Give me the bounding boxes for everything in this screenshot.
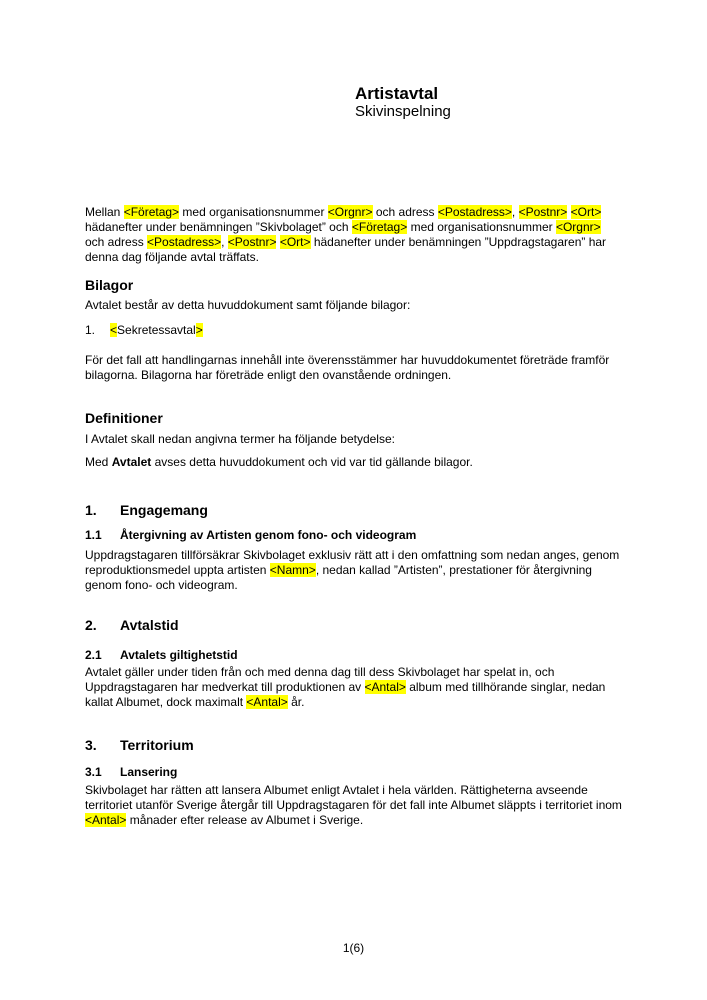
section-1-title: Engagemang <box>120 502 208 518</box>
section-1-1-subheading <box>85 528 622 543</box>
text-segment: Mellan <box>85 205 124 219</box>
intro-paragraph <box>85 205 622 265</box>
section-2-number: 2. <box>85 617 97 633</box>
section-3-1-subheading <box>85 765 622 780</box>
bilagor-heading <box>85 277 622 294</box>
placeholder-field: <Antal> <box>85 813 127 827</box>
text-segment: , <box>511 205 519 219</box>
section-3-1-title: Lansering <box>120 765 178 779</box>
text-segment: Avtalet <box>111 455 152 469</box>
placeholder-field: <Postnr> <box>227 235 277 249</box>
text-segment: Med <box>85 455 112 469</box>
section-2-title: Avtalstid <box>120 617 179 633</box>
text-segment: och adress <box>85 235 148 249</box>
text-segment: med organisationsnummer <box>179 205 328 219</box>
placeholder-field: <Ort> <box>279 235 311 249</box>
placeholder-field: <Antal> <box>364 680 406 694</box>
placeholder-field: <Företag> <box>123 205 180 219</box>
bilagor-heading-label: Bilagor <box>85 277 134 293</box>
section-2-1-number: 2.1 <box>85 648 102 662</box>
placeholder-field: <Postadress> <box>437 205 512 219</box>
section-1-number: 1. <box>85 502 97 518</box>
text-segment: Sekretessavtal <box>117 323 196 337</box>
text-segment: år. <box>287 695 305 709</box>
attachment-list-number: 1. <box>85 323 96 337</box>
page-number-footer: 1(6) <box>342 941 365 955</box>
placeholder-field: <Orgnr> <box>555 220 601 234</box>
text-segment: månader efter release av Albumet i Sverige. <box>126 813 364 827</box>
title-block <box>355 0 622 120</box>
section-2-heading <box>85 617 622 634</box>
section-1-body-paragraph <box>85 548 622 593</box>
placeholder-field: <Antal> <box>246 695 288 709</box>
avtalet-definition-paragraph <box>85 455 622 470</box>
text-segment: Avtalet gäller under tiden från och med denna dag till dess Skivbolaget har spelat in, och Uppdragstagaren har medverkat till produktionen av <box>85 665 555 694</box>
attachment-list-text <box>110 323 203 338</box>
placeholder-field: > <box>195 323 203 337</box>
section-3-title: Territorium <box>120 737 194 753</box>
definitioner-heading <box>85 410 622 427</box>
definitioner-heading-label: Definitioner <box>85 410 163 426</box>
section-2-1-subheading <box>85 648 622 663</box>
document-subtitle: Skivinspelning <box>355 103 451 120</box>
placeholder-field: <Företag> <box>351 220 408 234</box>
bilagor-precedence-paragraph: För det fall att handlingarnas innehåll inte överensstämmer har huvuddokumentet företräde framför bilagorna. Bilagorna har företräde enligt den ovanstående ordningen. <box>85 353 610 382</box>
document-title: Artistavtal <box>355 84 439 103</box>
section-3-number: 3. <box>85 737 97 753</box>
section-2-body-paragraph <box>85 665 622 710</box>
section-territorium <box>85 737 622 828</box>
section-1-1-number: 1.1 <box>85 528 102 542</box>
text-segment: med organisationsnummer <box>407 220 556 234</box>
placeholder-field: <Namn> <box>269 563 316 577</box>
section-3-heading <box>85 737 622 754</box>
text-segment: , nedan kallad ”Artisten”, prestationer för återgivning genom fono- och videogram. <box>85 563 592 592</box>
text-segment: Uppdragstagaren tillförsäkrar Skivbolaget exklusiv rätt att i den omfattning som nedan anges, genom reproduktionsmedel uppta artisten <box>85 548 620 577</box>
bilagor-lead-paragraph: Avtalet består av detta huvuddokument samt följande bilagor: <box>85 298 411 312</box>
placeholder-field: <Postnr> <box>518 205 568 219</box>
text-segment: avses detta huvuddokument och vid var tid gällande bilagor. <box>151 455 473 469</box>
placeholder-field: <Ort> <box>570 205 602 219</box>
text-segment: hädanefter under benämningen ”Skivbolaget” och <box>85 220 352 234</box>
text-segment: Skivbolaget har rätten att lansera Albumet enligt Avtalet i hela världen. Rättigheterna avseende territoriet utanför Sverige återgår till Uppdragstagaren för det fall inte Albumet släppts i territoriet inom <box>85 783 622 812</box>
placeholder-field: < <box>110 323 118 337</box>
section-engagemang <box>85 502 622 593</box>
section-2-1-title: Avtalets giltighetstid <box>120 648 238 662</box>
text-segment: album med tillhörande singlar, nedan kallat Albumet, dock maximalt <box>85 680 606 709</box>
section-1-1-title: Återgivning av Artisten genom fono- och videogram <box>120 528 417 542</box>
section-3-1-number: 3.1 <box>85 765 102 779</box>
section-1-heading <box>85 502 622 519</box>
section-avtalstid <box>85 617 622 710</box>
text-segment: , <box>221 235 228 249</box>
placeholder-field: <Postadress> <box>147 235 222 249</box>
placeholder-field: <Orgnr> <box>327 205 373 219</box>
text-segment: och adress <box>372 205 438 219</box>
section-3-body-paragraph <box>85 783 622 828</box>
text-segment: hädanefter under benämningen ”Uppdragstagaren” har denna dag följande avtal träffats. <box>85 235 607 264</box>
attachment-list-item <box>85 323 622 338</box>
definitioner-lead-paragraph: I Avtalet skall nedan angivna termer ha följande betydelse: <box>85 432 395 446</box>
